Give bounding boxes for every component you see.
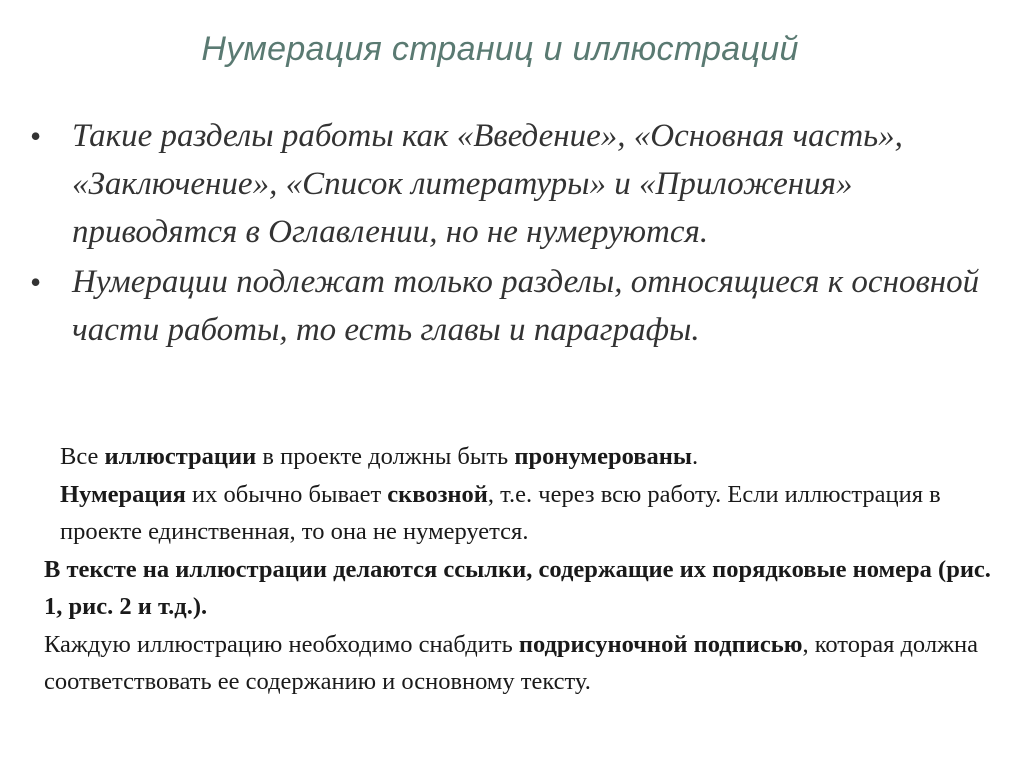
bold-run: пронумерованы: [514, 443, 692, 470]
body-text: [10, 438, 1010, 701]
text-run: в проекте должны быть: [256, 443, 515, 470]
text-run: их обычно бывает: [185, 480, 388, 508]
bullet-text: Такие разделы работы как «Введение», «Основная часть», «Заключение», «Список литературы» и «Приложения» приводятся в Оглавлении, но не нумеруются.: [72, 118, 903, 250]
bullet-item: [30, 112, 1005, 256]
text-run: , которая должна соответствовать ее содержанию и основному тексту.: [44, 630, 978, 695]
bullet-icon: •: [30, 118, 42, 154]
bullet-text: Нумерации подлежат только разделы, относящиеся к основной части работы, то есть главы и параграфы.: [72, 264, 980, 348]
text-run: .: [691, 443, 699, 470]
text-run: , т.е. через всю работу. Если иллюстрация в проекте единственная, то она не нумеруется.: [60, 480, 941, 545]
paragraph-references: [10, 551, 1010, 626]
paragraph-captions: [10, 626, 1010, 701]
bold-run: иллюстрации: [104, 443, 257, 470]
bold-run: сквозной: [387, 480, 488, 508]
bold-run: подрисуночной подписью: [518, 630, 803, 658]
slide-title: Нумерация страниц и иллюстраций: [201, 30, 799, 68]
bullet-icon: •: [30, 264, 42, 300]
text-run: Каждую иллюстрацию необходимо снабдить: [44, 630, 519, 658]
bold-run: В тексте на иллюстрации делаются ссылки, содержащие их порядковые номера (рис. 1, рис. 2 и т.д.).: [44, 555, 991, 620]
paragraph-illustrations: [10, 438, 1010, 551]
bold-run: Нумерация: [60, 480, 186, 508]
bullet-list: [30, 112, 1005, 356]
text-run: Все: [60, 443, 105, 470]
bullet-item: [30, 258, 1005, 354]
